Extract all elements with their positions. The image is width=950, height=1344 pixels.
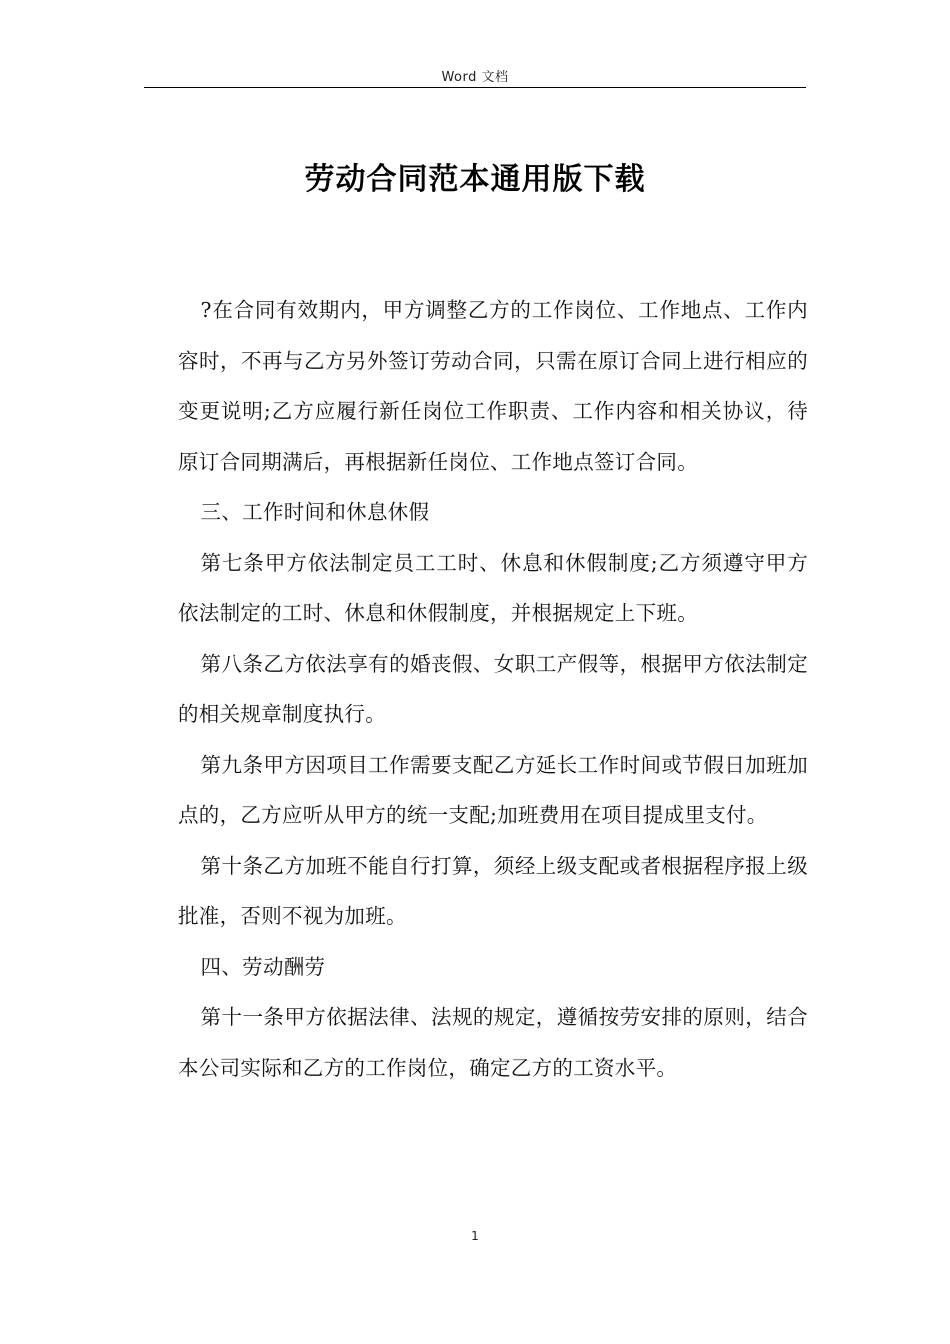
paragraph: 第九条甲方因项目工作需要支配乙方延长工作时间或节假日加班加点的，乙方应听从甲方的统一支配;加班费用在项目提成里支付。 (178, 752, 808, 827)
header-divider (144, 87, 806, 88)
paragraph: 第十条乙方加班不能自行打算，须经上级支配或者根据程序报上级批准，否则不视为加班。 (178, 853, 808, 928)
section-heading: 四、劳动酬劳 (200, 954, 326, 979)
document-title: 劳动合同范本通用版下载 (304, 162, 646, 197)
section-heading: 三、工作时间和休息休假 (200, 500, 430, 524)
paragraph: 第七条甲方依法制定员工工时、休息和休假制度;乙方须遵守甲方依法制定的工时、休息和休假制度，并根据规定上下班。 (178, 550, 808, 625)
paragraph: 第十一条甲方依据法律、法规的规定，遵循按劳安排的原则，结合本公司实际和乙方的工作岗位，确定乙方的工资水平。 (178, 1005, 808, 1080)
document-body (178, 285, 808, 1093)
paragraph: 第八条乙方依法享有的婚丧假、女职工产假等，根据甲方依法制定的相关规章制度执行。 (178, 651, 808, 726)
page-header: Word 文档 (441, 70, 509, 85)
page-number: 1 (471, 1229, 479, 1243)
paragraph: ?在合同有效期内，甲方调整乙方的工作岗位、工作地点、工作内容时，不再与乙方另外签订劳动合同，只需在原订合同上进行相应的变更说明;乙方应履行新任岗位工作职责、工作内容和相关协议，待原订合同期满后，再根据新任岗位、工作地点签订合同。 (178, 298, 808, 474)
